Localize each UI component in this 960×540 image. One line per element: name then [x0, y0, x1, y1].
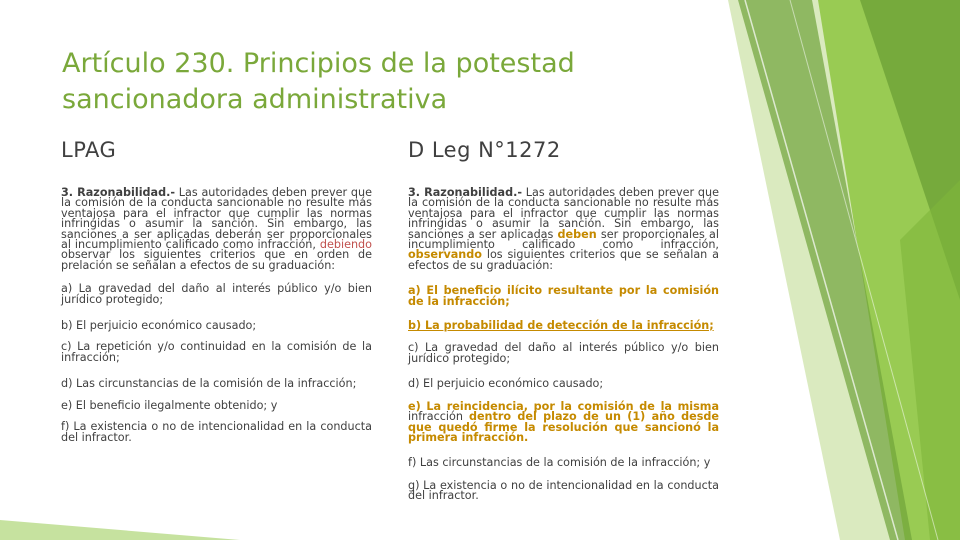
- right-criterion-e-text-2: infracción: [408, 410, 469, 424]
- slide-title: Artículo 230. Principios de la potestad sancionadora administrativa: [62, 48, 575, 115]
- left-column: [61, 188, 372, 443]
- left-paragraph-text-a: Las autoridades deben prever que la comisión de la conducta sancionable no resulte más ventajosa para el infractor que cumplir las normas infringidas o asumir la sanción. Sin embargo, las sanciones a ser aplicadas deberán ser proporcionales al incumplimiento calificado como infracción,: [61, 186, 372, 252]
- right-criterion-e-text-1: e) La reincidencia, por la comisión de la: [408, 399, 678, 413]
- right-criterion-g: g) La existencia o no de intencionalidad en la conducta del infractor.: [408, 478, 719, 503]
- right-column: [408, 188, 719, 502]
- right-criterion-e-misma: misma: [677, 399, 719, 413]
- left-criterion-a: a) La gravedad del daño al interés público y/o bien jurídico protegido;: [61, 282, 372, 306]
- left-criterion-f: f) La existencia o no de intencionalidad en la conducta del infractor.: [61, 420, 372, 444]
- right-paragraph-text-c: los siguientes criterios que se señalan a efectos de su graduación:: [408, 248, 719, 272]
- left-criterion-e: e) El beneficio ilegalmente obtenido; y: [61, 398, 278, 412]
- right-highlight-observando: observando: [408, 248, 482, 262]
- right-criterion-e: [408, 399, 719, 444]
- right-criterion-a: a) El beneficio ilícito resultante por la comisión de la infracción;: [408, 284, 719, 308]
- left-column-heading: LPAG: [61, 138, 117, 162]
- right-paragraph-text-a: Las autoridades deben prever que la comisión de la conducta sancionable no resulte más ventajosa para el infractor que cumplir las normas infringidas o asumir la sanción. Sin embargo, las sanciones a ser aplicadas: [408, 186, 719, 241]
- left-criterion-c: c) La repetición y/o continuidad en la comisión de la infracción;: [61, 340, 372, 364]
- right-criterion-f: f) Las circunstancias de la comisión de la infracción; y: [408, 456, 711, 470]
- left-criterion-b: b) El perjuicio económico causado;: [61, 319, 257, 333]
- left-razonabilidad-label: 3. Razonabilidad.-: [61, 186, 175, 199]
- right-criterion-b: b) La probabilidad de detección de la infracción;: [408, 319, 714, 333]
- right-razonabilidad-paragraph: [408, 188, 719, 271]
- left-highlight-debiendo: debiendo: [319, 238, 372, 252]
- right-razonabilidad-label: 3. Razonabilidad.-: [408, 186, 522, 199]
- left-paragraph-text-b: observar los siguientes criterios que en orden de prelación se señalan a efectos de su graduación:: [61, 248, 372, 272]
- right-highlight-deben: deben: [557, 227, 597, 241]
- right-paragraph-text-b: ser proporcionales al incumplimiento calificado como infracción,: [408, 227, 719, 252]
- right-criterion-e-plazo: dentro del plazo de un (1) año desde que quedó firme la resolución que sancionó la primera infracción.: [408, 410, 719, 444]
- right-criterion-c: c) La gravedad del daño al interés público y/o bien jurídico protegido;: [408, 341, 719, 365]
- left-razonabilidad-paragraph: [61, 188, 372, 271]
- right-column-heading: D Leg N°1272: [408, 138, 561, 162]
- right-criterion-d: d) El perjuicio económico causado;: [408, 377, 604, 391]
- left-criterion-d: d) Las circunstancias de la comisión de la infracción;: [61, 377, 357, 391]
